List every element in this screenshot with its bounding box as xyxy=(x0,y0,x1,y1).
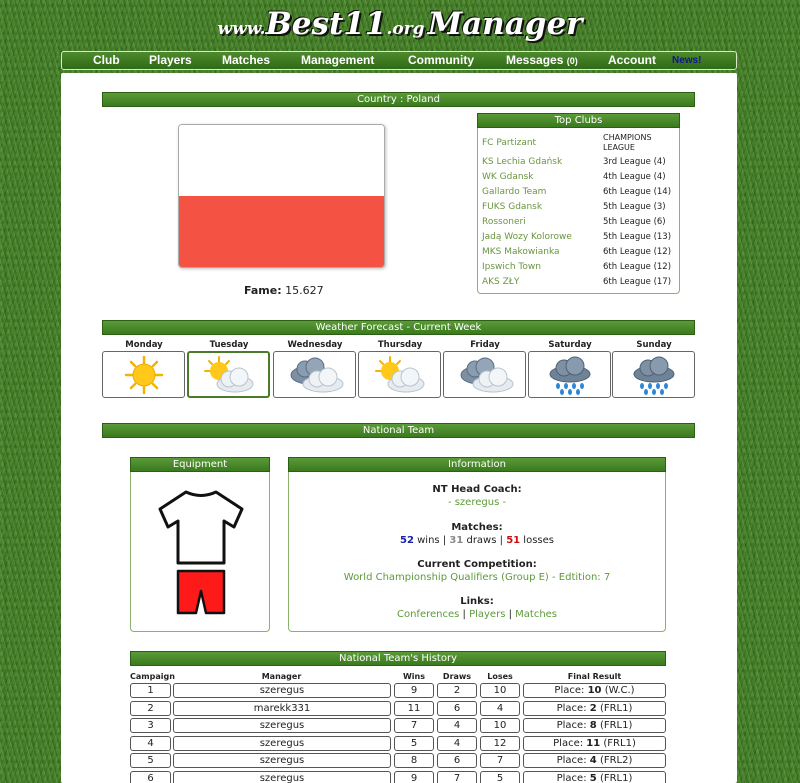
wins-cell: 9 xyxy=(394,771,434,783)
nav-matches[interactable]: Matches xyxy=(222,53,271,67)
place-value: 2 xyxy=(589,702,597,714)
site-logo[interactable] xyxy=(0,6,800,50)
logo-tld: .org xyxy=(386,19,425,39)
place-value: 11 xyxy=(586,737,601,749)
place-label: Place: xyxy=(556,755,587,766)
manager-cell[interactable]: szeregus xyxy=(173,683,391,698)
club-league: CHAMPIONS LEAGUE xyxy=(603,133,652,152)
place-label: Place: xyxy=(556,702,587,714)
campaign-cell: 6 xyxy=(130,771,171,783)
column-header-draws: Draws xyxy=(442,672,472,681)
coach-name-link[interactable]: - szeregus - xyxy=(447,497,507,508)
logo-name: Best11 xyxy=(265,6,387,42)
weather-day-wednesday[interactable] xyxy=(273,351,356,398)
club-link[interactable]: FC Partizant xyxy=(482,138,537,148)
information-panel xyxy=(288,472,666,632)
draws-count: 31 xyxy=(449,535,464,546)
club-league: 4th League (4) xyxy=(603,172,666,182)
weather-day-label: Sunday xyxy=(636,340,672,350)
flag-red-stripe xyxy=(179,196,384,268)
club-league: 5th League (13) xyxy=(603,232,672,242)
conferences-link[interactable]: Conferences xyxy=(396,609,460,620)
nav-messages[interactable] xyxy=(506,53,578,67)
wins-cell: 9 xyxy=(394,683,434,698)
column-header-manager: Manager xyxy=(261,672,302,681)
nav-club[interactable]: Club xyxy=(93,53,120,67)
weather-day-sunday[interactable] xyxy=(612,351,695,398)
weather-day-label: Tuesday xyxy=(209,340,249,350)
club-league: 6th League (17) xyxy=(603,277,672,287)
final-result-cell xyxy=(523,736,666,751)
fame-label: Fame: xyxy=(244,284,282,297)
draws-cell: 6 xyxy=(437,753,477,768)
place-value: 4 xyxy=(589,755,597,766)
draws-label: draws xyxy=(466,535,497,546)
weather-header: Weather Forecast - Current Week xyxy=(102,320,695,335)
campaign-cell: 5 xyxy=(130,753,171,768)
club-link[interactable]: Rossoneri xyxy=(482,217,526,227)
draws-cell: 7 xyxy=(437,771,477,783)
loses-cell: 7 xyxy=(480,753,520,768)
club-league: 5th League (3) xyxy=(603,202,666,212)
nav-players[interactable]: Players xyxy=(149,53,192,67)
cloudy-icon xyxy=(453,355,517,395)
wins-count: 52 xyxy=(400,535,414,546)
nav-messages-label: Messages xyxy=(506,53,564,67)
club-league: 6th League (12) xyxy=(603,247,672,257)
information-header: Information xyxy=(288,457,666,472)
draws-cell: 4 xyxy=(437,718,477,733)
competition-code: (FRL1) xyxy=(599,702,633,714)
cloudy-icon xyxy=(283,355,347,395)
weather-day-label: Thursday xyxy=(377,340,423,350)
manager-cell[interactable]: szeregus xyxy=(173,771,391,783)
loses-cell: 5 xyxy=(480,771,520,783)
final-result-cell xyxy=(523,701,666,716)
fame-stat xyxy=(244,284,324,297)
matches-link[interactable]: Matches xyxy=(515,609,558,620)
partly-cloudy-icon xyxy=(201,355,257,395)
message-count-badge: (0) xyxy=(566,56,578,66)
logo-prefix: www. xyxy=(217,19,266,39)
nav-account[interactable]: Account xyxy=(608,53,656,67)
club-link[interactable]: AKS ZŁY xyxy=(482,277,520,287)
weather-day-label: Monday xyxy=(125,340,163,350)
loses-cell: 4 xyxy=(480,701,520,716)
fame-value: 15.627 xyxy=(285,284,324,297)
rain-icon xyxy=(544,354,596,396)
column-header-campaign: Campaign xyxy=(130,672,175,681)
place-value: 8 xyxy=(589,720,597,731)
draws-cell: 6 xyxy=(437,701,477,716)
losses-label: losses xyxy=(523,535,554,546)
main-nav xyxy=(61,51,737,70)
club-link[interactable]: Jadą Wozy Kolorowe xyxy=(482,232,572,242)
equipment-header: Equipment xyxy=(130,457,270,472)
shorts-icon xyxy=(178,571,224,613)
coach-label: NT Head Coach: xyxy=(432,484,522,495)
loses-cell: 10 xyxy=(480,718,520,733)
weather-day-tuesday[interactable] xyxy=(187,351,270,398)
matches-label: Matches: xyxy=(451,522,503,533)
column-header-final-result: Final Result xyxy=(567,672,622,681)
campaign-cell: 4 xyxy=(130,736,171,751)
manager-cell[interactable]: szeregus xyxy=(173,718,391,733)
final-result-cell xyxy=(523,683,666,698)
equipment-panel xyxy=(130,472,270,632)
campaign-cell: 1 xyxy=(130,683,171,698)
country-flag xyxy=(178,124,385,268)
competition-code: (FRL1) xyxy=(603,737,636,749)
place-label: Place: xyxy=(556,720,587,731)
final-result-cell xyxy=(523,753,666,768)
manager-cell[interactable]: marekk331 xyxy=(173,701,391,716)
loses-cell: 10 xyxy=(480,683,520,698)
loses-cell: 12 xyxy=(480,736,520,751)
partly-cloudy-icon xyxy=(372,355,428,395)
place-label: Place: xyxy=(556,772,587,783)
club-link[interactable]: Gallardo Team xyxy=(482,187,547,197)
final-result-cell xyxy=(523,718,666,733)
draws-cell: 4 xyxy=(437,736,477,751)
team-kit-image xyxy=(156,487,246,617)
place-label: Place: xyxy=(553,737,584,749)
competition-code: (W.C.) xyxy=(604,685,635,696)
weather-day-thursday[interactable] xyxy=(358,351,441,398)
place-value: 10 xyxy=(587,685,602,696)
main-content xyxy=(61,73,737,783)
club-link[interactable]: FUKS Gdansk xyxy=(482,202,543,212)
club-league: 3rd League (4) xyxy=(603,157,666,167)
top-clubs-header: Top Clubs xyxy=(477,113,680,128)
wins-cell: 8 xyxy=(394,753,434,768)
logo-suffix: Manager xyxy=(427,6,583,42)
top-clubs-panel xyxy=(477,128,680,294)
matches-record: 52 wins | 31 draws | 51 losses xyxy=(400,535,554,546)
manager-cell[interactable]: szeregus xyxy=(173,753,391,768)
weather-day-label: Wednesday xyxy=(287,340,343,350)
links-row: Conferences | Players | Matches xyxy=(396,609,558,620)
players-link[interactable]: Players xyxy=(469,609,506,620)
wins-cell: 5 xyxy=(394,736,434,751)
competition-code: (FRL1) xyxy=(599,772,633,783)
nav-community[interactable]: Community xyxy=(408,53,474,67)
links-label: Links: xyxy=(460,596,494,607)
club-league: 6th League (12) xyxy=(603,262,672,272)
club-league: 5th League (6) xyxy=(603,217,666,227)
wins-cell: 11 xyxy=(394,701,434,716)
club-league: 6th League (14) xyxy=(603,187,672,197)
rain-icon xyxy=(628,354,680,396)
losses-count: 51 xyxy=(506,535,521,546)
competition-code: (FRL2) xyxy=(599,755,633,766)
campaign-cell: 3 xyxy=(130,718,171,733)
nav-management[interactable]: Management xyxy=(301,53,375,67)
flag-white-stripe xyxy=(179,125,384,196)
manager-cell[interactable]: szeregus xyxy=(173,736,391,751)
country-header: Country : Poland xyxy=(102,92,695,107)
history-header: National Team's History xyxy=(130,651,666,666)
column-header-wins: Wins xyxy=(402,672,426,681)
competition-link[interactable]: World Championship Qualifiers (Group E) - Edtition: 7 xyxy=(343,572,611,583)
national-team-header: National Team xyxy=(102,423,695,438)
club-link[interactable]: Ipswich Town xyxy=(482,262,541,272)
wins-cell: 7 xyxy=(394,718,434,733)
weather-day-label: Saturday xyxy=(548,340,592,350)
weather-day-saturday[interactable] xyxy=(528,351,611,398)
column-header-loses: Loses xyxy=(487,672,513,681)
nav-news[interactable]: News! xyxy=(672,55,702,66)
club-link[interactable]: MKS Makowianka xyxy=(482,247,560,257)
competition-code: (FRL1) xyxy=(599,720,633,731)
weather-day-friday[interactable] xyxy=(443,351,526,398)
club-link[interactable]: WK Gdansk xyxy=(482,172,534,182)
wins-label: wins xyxy=(417,535,440,546)
campaign-cell: 2 xyxy=(130,701,171,716)
club-link[interactable]: KS Lechia Gdańsk xyxy=(482,157,563,167)
weather-day-label: Friday xyxy=(470,340,500,350)
place-label: Place: xyxy=(554,685,585,696)
sun-icon xyxy=(122,355,166,395)
competition-label: Current Competition: xyxy=(417,559,537,570)
weather-day-monday[interactable] xyxy=(102,351,185,398)
final-result-cell xyxy=(523,771,666,783)
place-value: 5 xyxy=(589,772,597,783)
shirt-icon xyxy=(160,492,242,563)
draws-cell: 2 xyxy=(437,683,477,698)
